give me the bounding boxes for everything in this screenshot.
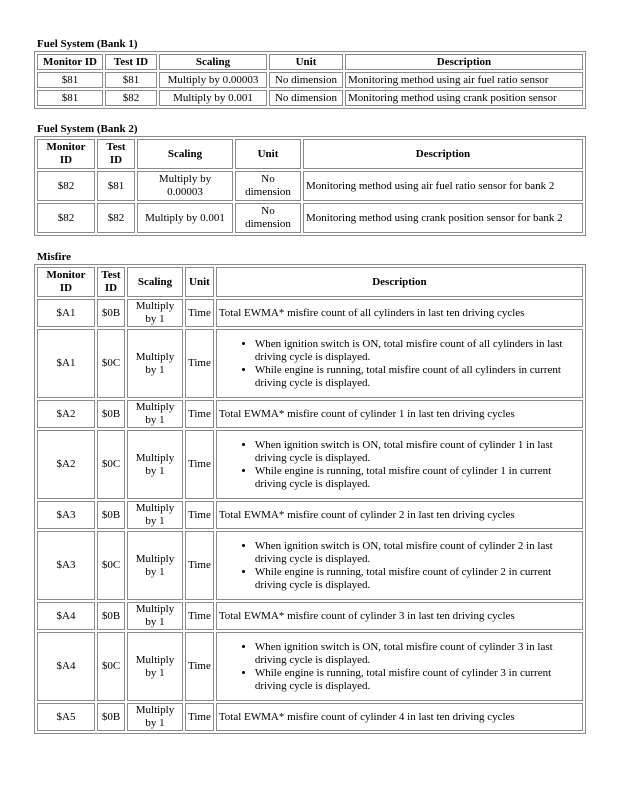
unit-cell: No dimension <box>269 72 343 88</box>
unit-cell: Time <box>185 531 214 600</box>
unit-cell: No dimension <box>269 90 343 106</box>
test-id-cell: $0B <box>97 501 125 529</box>
monitor-id-cell: $A4 <box>37 602 95 630</box>
scaling-cell: Multiply by 1 <box>127 501 183 529</box>
description-bullets <box>219 641 580 693</box>
description-cell: Monitoring method using air fuel ratio sensor for bank 2 <box>303 171 583 201</box>
misfire-title: Misfire <box>37 251 72 263</box>
header-scaling: Scaling <box>137 139 233 169</box>
monitor-id-cell: $81 <box>37 90 103 106</box>
bullet-item: • When ignition switch is ON, total misfire count of cylinder 1 in last driving cycle is displayed. <box>255 439 580 465</box>
table-row <box>37 430 583 499</box>
scaling-cell: Multiply by 1 <box>127 400 183 428</box>
scaling-cell: Multiply by 0.00003 <box>137 171 233 201</box>
monitor-id-cell: $82 <box>37 203 95 233</box>
header-scaling: Scaling <box>159 54 267 70</box>
unit-cell: Time <box>185 400 214 428</box>
unit-cell: Time <box>185 632 214 701</box>
table-row <box>37 400 583 428</box>
test-id-cell: $0B <box>97 602 125 630</box>
header-description: Description <box>216 267 583 297</box>
bank2-header-row <box>37 139 583 169</box>
scaling-cell: Multiply by 1 <box>127 299 183 327</box>
scaling-cell: Multiply by 0.001 <box>159 90 267 106</box>
bullet-item: • While engine is running, total misfire count of cylinder 3 in current driving cycle is displayed. <box>255 667 580 693</box>
bullet-item: • When ignition switch is ON, total misfire count of all cylinders in last driving cycle is displayed. <box>255 338 580 364</box>
monitor-id-cell: $A3 <box>37 501 95 529</box>
header-unit: Unit <box>269 54 343 70</box>
bullet-item: • While engine is running, total misfire count of all cylinders in current driving cycle is displayed. <box>255 364 580 390</box>
unit-cell: Time <box>185 329 214 398</box>
header-monitor-id: Monitor ID <box>37 139 95 169</box>
monitor-id-cell: $A1 <box>37 329 95 398</box>
table-row <box>37 299 583 327</box>
monitor-id-cell: $A3 <box>37 531 95 600</box>
table-row <box>37 90 583 106</box>
bank2-title: Fuel System (Bank 2) <box>37 123 138 135</box>
scaling-cell: Multiply by 0.001 <box>137 203 233 233</box>
unit-cell: Time <box>185 501 214 529</box>
monitor-id-cell: $81 <box>37 72 103 88</box>
description-cell <box>216 632 583 701</box>
description-bullets <box>219 540 580 592</box>
test-id-cell: $0C <box>97 430 125 499</box>
unit-cell: Time <box>185 430 214 499</box>
misfire-header-row <box>37 267 583 297</box>
description-cell <box>216 531 583 600</box>
scaling-cell: Multiply by 1 <box>127 329 183 398</box>
test-id-cell: $0B <box>97 703 125 731</box>
scaling-cell: Multiply by 1 <box>127 602 183 630</box>
table-row <box>37 703 583 731</box>
description-cell: Monitoring method using crank position sensor for bank 2 <box>303 203 583 233</box>
test-id-cell: $82 <box>105 90 157 106</box>
table-row <box>37 171 583 201</box>
bank2-table <box>34 136 586 236</box>
table-row <box>37 602 583 630</box>
header-unit: Unit <box>235 139 301 169</box>
unit-cell: Time <box>185 299 214 327</box>
monitor-id-cell: $A5 <box>37 703 95 731</box>
scaling-cell: Multiply by 1 <box>127 632 183 701</box>
description-bullets <box>219 439 580 491</box>
unit-cell: No dimension <box>235 203 301 233</box>
description-bullets <box>219 338 580 390</box>
test-id-cell: $0B <box>97 400 125 428</box>
unit-cell: No dimension <box>235 171 301 201</box>
test-id-cell: $81 <box>105 72 157 88</box>
bank1-table <box>34 51 586 109</box>
header-test-id: Test ID <box>97 267 125 297</box>
header-description: Description <box>345 54 583 70</box>
unit-cell: Time <box>185 602 214 630</box>
table-row <box>37 203 583 233</box>
header-unit: Unit <box>185 267 214 297</box>
table-row <box>37 72 583 88</box>
description-cell <box>216 329 583 398</box>
monitor-id-cell: $82 <box>37 171 95 201</box>
scaling-cell: Multiply by 1 <box>127 703 183 731</box>
description-cell: Monitoring method using crank position sensor <box>345 90 583 106</box>
description-cell <box>216 430 583 499</box>
bank1-title: Fuel System (Bank 1) <box>37 38 138 50</box>
table-row <box>37 329 583 398</box>
description-cell: Monitoring method using air fuel ratio sensor <box>345 72 583 88</box>
scaling-cell: Multiply by 1 <box>127 430 183 499</box>
monitor-id-cell: $A4 <box>37 632 95 701</box>
bullet-item: • When ignition switch is ON, total misfire count of cylinder 3 in last driving cycle is displayed. <box>255 641 580 667</box>
monitor-id-cell: $A2 <box>37 400 95 428</box>
header-description: Description <box>303 139 583 169</box>
table-row <box>37 531 583 600</box>
header-monitor-id: Monitor ID <box>37 54 103 70</box>
test-id-cell: $0C <box>97 632 125 701</box>
description-cell: Total EWMA* misfire count of all cylinders in last ten driving cycles <box>216 299 583 327</box>
description-cell: Total EWMA* misfire count of cylinder 4 in last ten driving cycles <box>216 703 583 731</box>
header-test-id: Test ID <box>97 139 135 169</box>
bullet-item: • While engine is running, total misfire count of cylinder 2 in current driving cycle is displayed. <box>255 566 580 592</box>
test-id-cell: $0C <box>97 531 125 600</box>
test-id-cell: $0C <box>97 329 125 398</box>
header-scaling: Scaling <box>127 267 183 297</box>
monitor-id-cell: $A2 <box>37 430 95 499</box>
misfire-table <box>34 264 586 734</box>
table-row <box>37 501 583 529</box>
scaling-cell: Multiply by 0.00003 <box>159 72 267 88</box>
bullet-item: • While engine is running, total misfire count of cylinder 1 in current driving cycle is displayed. <box>255 465 580 491</box>
bank1-header-row <box>37 54 583 70</box>
header-test-id: Test ID <box>105 54 157 70</box>
test-id-cell: $82 <box>97 203 135 233</box>
description-cell: Total EWMA* misfire count of cylinder 3 in last ten driving cycles <box>216 602 583 630</box>
description-cell: Total EWMA* misfire count of cylinder 2 in last ten driving cycles <box>216 501 583 529</box>
test-id-cell: $81 <box>97 171 135 201</box>
header-monitor-id: Monitor ID <box>37 267 95 297</box>
description-cell: Total EWMA* misfire count of cylinder 1 in last ten driving cycles <box>216 400 583 428</box>
test-id-cell: $0B <box>97 299 125 327</box>
scaling-cell: Multiply by 1 <box>127 531 183 600</box>
bullet-item: • When ignition switch is ON, total misfire count of cylinder 2 in last driving cycle is displayed. <box>255 540 580 566</box>
monitor-id-cell: $A1 <box>37 299 95 327</box>
table-row <box>37 632 583 701</box>
unit-cell: Time <box>185 703 214 731</box>
